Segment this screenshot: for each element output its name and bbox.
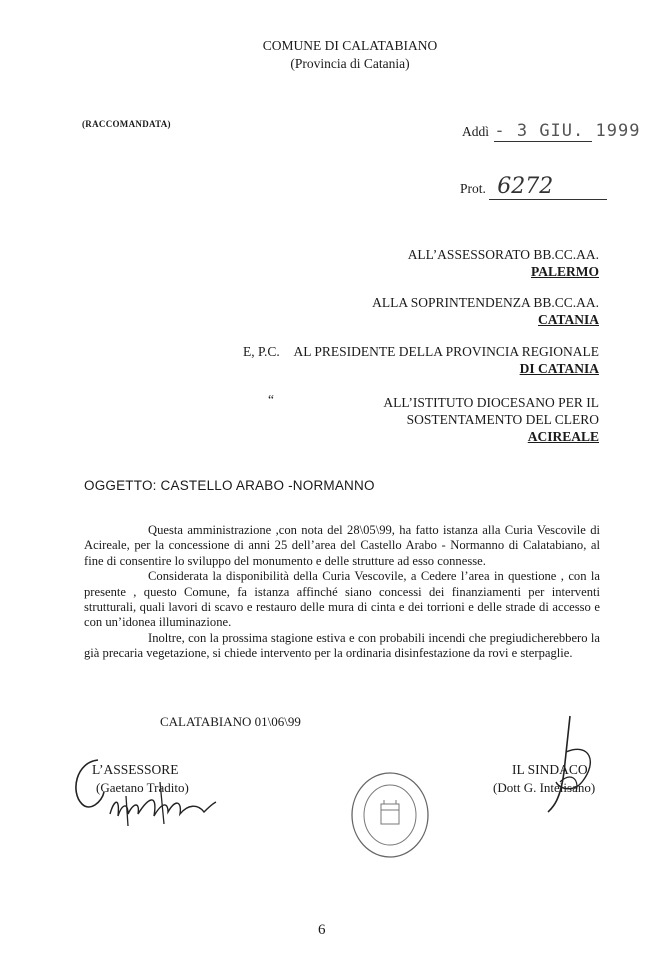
paragraph-2: Considerata la disponibilità della Curia Vescovile, a Cedere l’area in questione , con la presente , questo Comune, fa istanza affinché siano concessi dei finanziamenti per interventi strutturali, quali lavori di scavo e restauro delle mura di cinta e dei torrioni e delle strade di accesso e con un’idonea illuminazione. [84,569,600,630]
place-date: CALATABIANO 01\06\99 [160,714,301,729]
recipient-2-line1: ALLA SOPRINTENDENZA BB.CC.AA. [372,295,599,310]
recipient-1-city: PALERMO [531,264,599,279]
recipient-4-city: ACIREALE [527,429,599,444]
prot-field [460,174,607,200]
municipality-title: COMUNE DI CALATABIANO [262,38,438,53]
municipal-seal-icon [348,770,432,860]
paragraph-3: Inoltre, con la prossima stagione estiva e con probabili incendi che pregiudicherebbero la già precaria vegetazione, si chiede intervento per la ordinaria disinfestazione da rovi e sterpaglie. [84,630,600,661]
assessore-name: (Gaetano Tradito) [96,780,189,795]
prot-label: Prot. [460,181,486,196]
subject-line: OGGETTO: CASTELLO ARABO -NORMANNO [84,478,375,493]
recipient-3-line1: AL PRESIDENTE DELLA PROVINCIA REGIONALE [293,344,599,359]
recipient-4-line1: ALL’ISTITUTO DIOCESANO PER IL [383,395,599,410]
sindaco-title: IL SINDACO [512,762,588,777]
recipient-3-prefix: E, P.C. [243,344,280,359]
sindaco-signature [530,712,610,822]
addi-date-stamp: - 3 GIU. 1999 [494,121,641,141]
recipient-4-prefix: “ [268,392,274,407]
recipient-3-city: DI CATANIA [519,361,599,376]
raccomandata-label: (RACCOMANDATA) [82,119,171,129]
sindaco-name: (Dott G. Intelisano) [493,780,596,795]
recipient-2-city: CATANIA [537,312,599,327]
letter-body [84,523,600,662]
assessore-signature [68,752,228,832]
recipient-4-line2: SOSTENTAMENTO DEL CLERO [406,412,599,427]
prot-number: 6272 [489,174,607,200]
page-number: 6 [318,922,326,938]
paragraph-1: Questa amministrazione ,con nota del 28\05\99, ha fatto istanza alla Curia Vescovile di Acireale, per la concessione di anni 25 dell’area del Castello Arabo - Normanno di Calatabiano, al fine di consentire lo sviluppo del monumento e delle strutture ad esso connesse. [84,523,600,568]
assessore-title: L’ASSESSORE [92,762,179,777]
province-subtitle: (Provincia di Catania) [290,56,410,71]
recipient-1-line1: ALL’ASSESSORATO BB.CC.AA. [407,247,599,262]
addi-field [462,121,641,142]
addi-label: Addì [462,124,489,139]
